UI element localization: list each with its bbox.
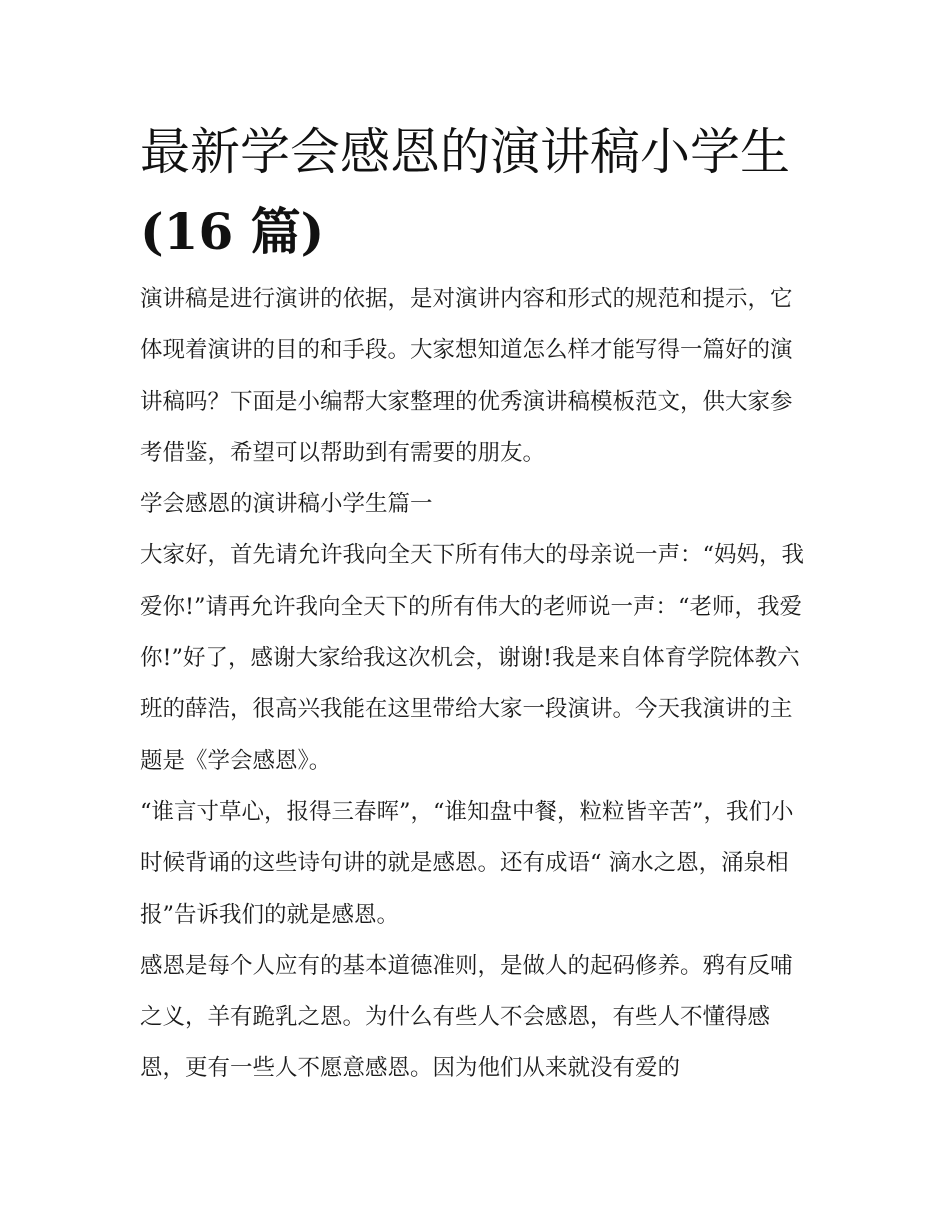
body-paragraph: 感恩是每个人应有的基本道德准则，是做人的起码修养。鸦有反哺之义，羊有跪乳之恩。为什么有些人不会感恩，有些人不懂得感恩，更有一些人不愿意感恩。因为他们从来就没有爱的 (140, 952, 793, 1082)
section-heading: 学会感恩的演讲稿小学生篇一 (140, 491, 433, 518)
title-line-1: 最新学会感恩的演讲稿小学生 (140, 123, 790, 181)
body-paragraph: “谁言寸草心，报得三春晖”，“谁知盘中餐，粒粒皆辛苦”，我们小时候背诵的这些诗句讲的就是感恩。还有成语“ 滴水之恩，涌泉相报”告诉我们的就是感恩。 (140, 798, 794, 928)
intro-paragraph: 演讲稿是进行演讲的依据，是对演讲内容和形式的规范和提示，它体现着演讲的目的和手段。大家想知道怎么样才能写得一篇好的演讲稿吗？下面是小编帮大家整理的优秀演讲稿模板范文，供大家参考借鉴，希望可以帮助到有需要的朋友。 (140, 286, 793, 466)
document-title (140, 112, 820, 272)
document-body (140, 274, 814, 1095)
body-paragraph: 大家好，首先请允许我向全天下所有伟大的母亲说一声：“妈妈，我爱你!”请再允许我向全天下的所有伟大的老师说一声：“老师，我爱你!”好了，感谢大家给我这次机会，谢谢!我是来自体育学院体教六班的薛浩，很高兴我能在这里带给大家一段演讲。今天我演讲的主题是《学会感恩》。 (140, 542, 805, 774)
title-line-2: (16 篇) (140, 202, 325, 261)
